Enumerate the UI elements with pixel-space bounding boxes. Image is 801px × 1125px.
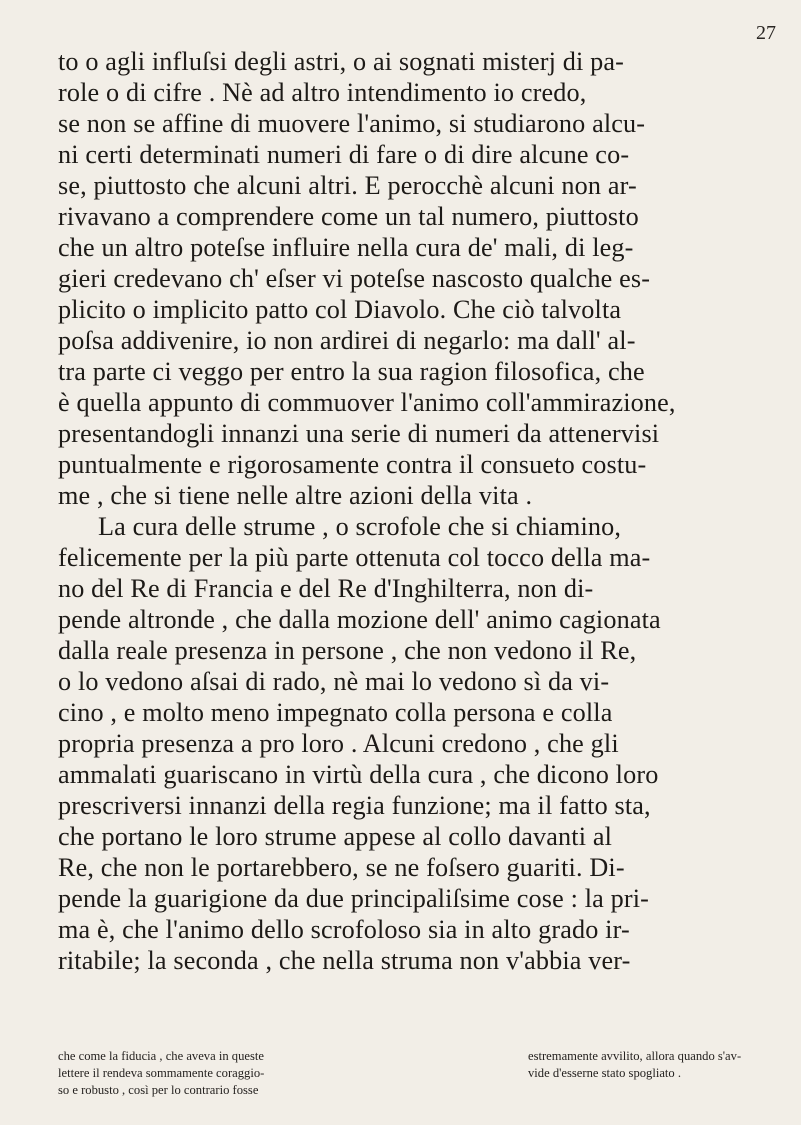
text-line: no del Re di Francia e del Re d'Inghilterra, non di- <box>58 574 594 603</box>
text-line: presentandogli innanzi una serie di numeri da attenervisi <box>58 419 660 448</box>
footnote-line-right: estremamente avvilito, allora quando s'av- <box>528 1049 742 1063</box>
text-line: to o agli influſsi degli astri, o ai sognati misterj di pa- <box>58 47 624 76</box>
footnote-line-right: vide d'esserne stato spogliato . <box>528 1066 682 1080</box>
text-line: è quella appunto di commuover l'animo coll'ammirazione, <box>58 388 676 417</box>
text-line: se, piuttosto che alcuni altri. E perocchè alcuni non ar- <box>58 171 637 200</box>
text-line: poſsa addivenire, io non ardirei di negarlo: ma dall' al- <box>58 326 636 355</box>
text-line: plicito o implicito patto col Diavolo. Che ciò talvolta <box>58 295 622 324</box>
text-line: felicemente per la più parte ottenuta col tocco della ma- <box>58 543 651 572</box>
text-line: cino , e molto meno impegnato colla persona e colla <box>58 698 613 727</box>
text-line: pende la guarigione da due principaliſsime cose : la pri- <box>58 884 650 913</box>
paragraph-start-line: La cura delle strume , o scrofole che si chiamino, <box>98 512 622 541</box>
footnote-line-left: lettere il rendeva sommamente coraggio- <box>58 1066 265 1080</box>
text-line: tra parte ci veggo per entro la sua ragion filosofica, che <box>58 357 645 386</box>
text-line: o lo vedono aſsai di rado, nè mai lo vedono sì da vi- <box>58 667 610 696</box>
page-number: 27 <box>756 22 776 44</box>
text-line: propria presenza a pro loro . Alcuni credono , che gli <box>58 729 619 758</box>
footnote-line-left: so e robusto , così per lo contrario fosse <box>58 1083 259 1097</box>
text-line: ammalati guariscano in virtù della cura , che dicono loro <box>58 760 659 789</box>
text-line: Re, che non le portarebbero, se ne foſsero guariti. Di- <box>58 853 625 882</box>
text-line: che un altro poteſse influire nella cura de' mali, di leg- <box>58 233 634 262</box>
text-line: ritabile; la seconda , che nella struma non v'abbia ver- <box>58 946 631 975</box>
text-line: pende altronde , che dalla mozione dell' animo cagionata <box>58 605 661 634</box>
text-line: se non se affine di muovere l'animo, si studiarono alcu- <box>58 109 646 138</box>
text-line: role o di cifre . Nè ad altro intendimento io credo, <box>58 78 587 107</box>
text-line: puntualmente e rigorosamente contra il consueto costu- <box>58 450 647 479</box>
text-line: dalla reale presenza in persone , che non vedono il Re, <box>58 636 637 665</box>
text-line: gieri credevano ch' eſser vi poteſse nascosto qualche es- <box>58 264 651 293</box>
text-line: che portano le loro strume appese al collo davanti al <box>58 822 613 851</box>
footnote-line-left: che come la fiducia , che aveva in queste <box>58 1049 264 1063</box>
text-line: ni certi determinati numeri di fare o di dire alcune co- <box>58 140 630 169</box>
text-line: rivavano a comprendere come un tal numero, piuttosto <box>58 202 639 231</box>
text-line: ma è, che l'animo dello scrofoloso sia in alto grado ir- <box>58 915 630 944</box>
text-line: me , che si tiene nelle altre azioni della vita . <box>58 481 533 510</box>
text-line: prescriversi innanzi della regia funzione; ma il fatto sta, <box>58 791 651 820</box>
